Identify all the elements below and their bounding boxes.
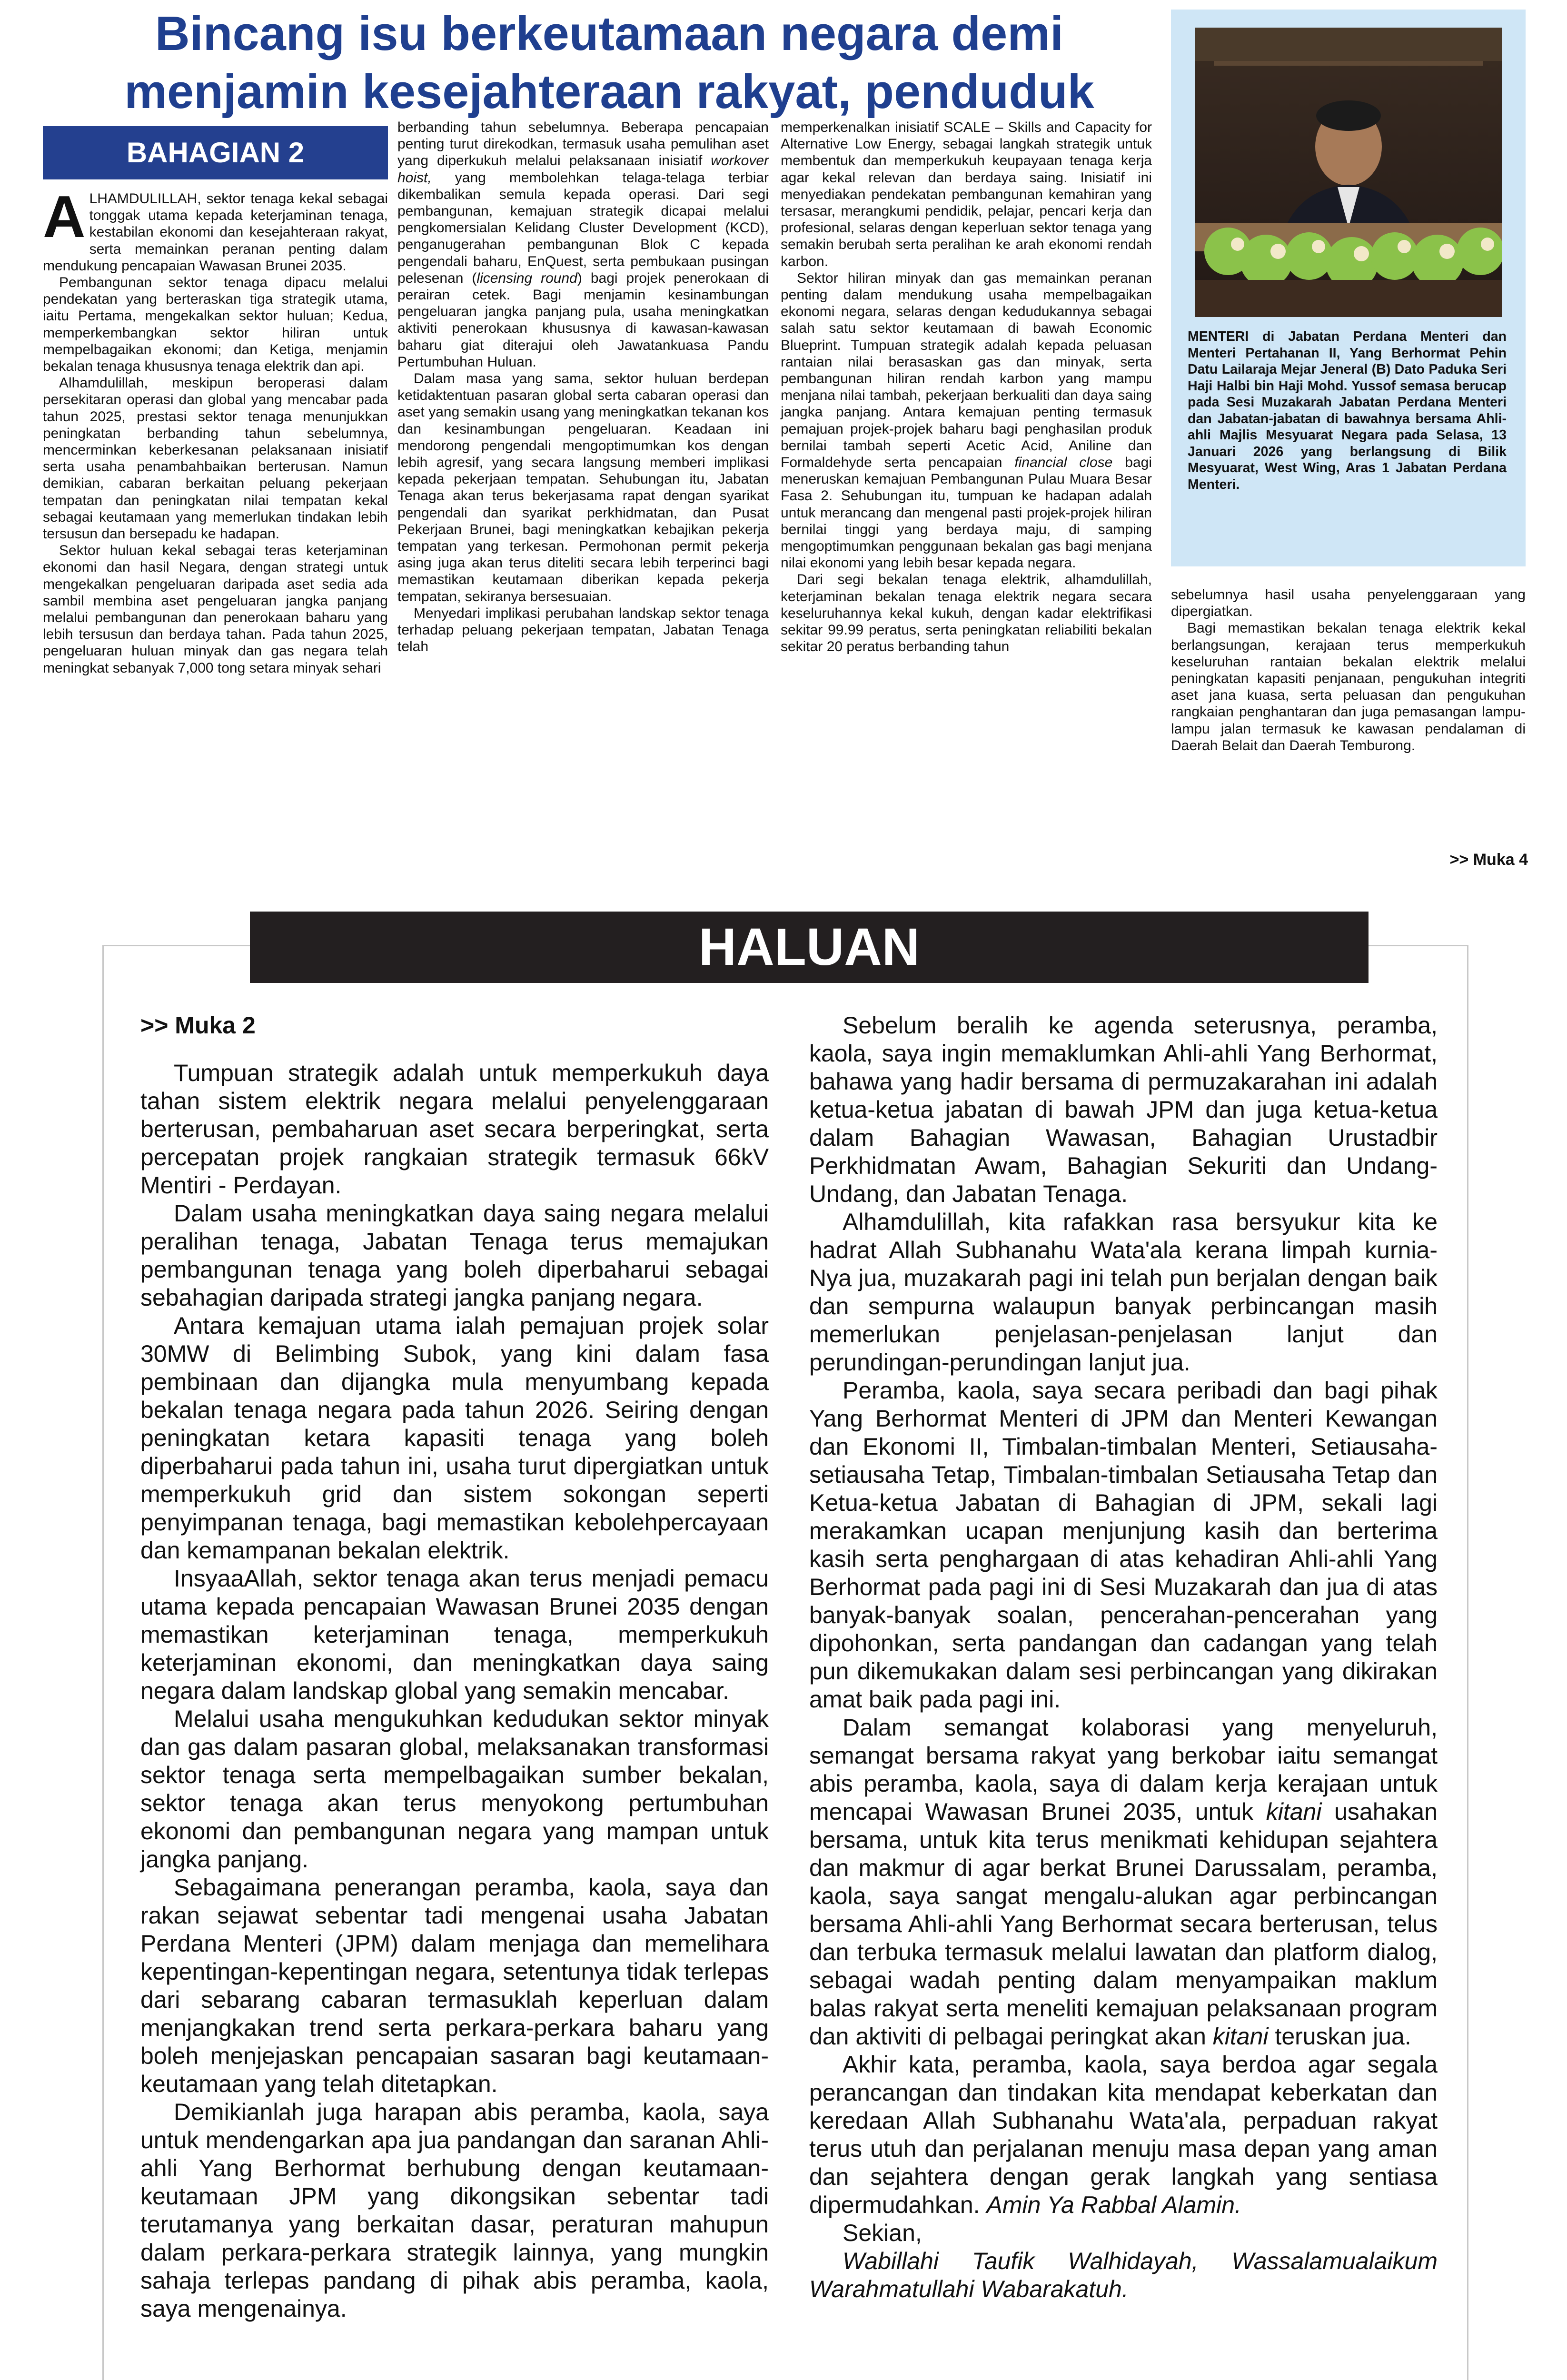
article-paragraph: Bagi memastikan bekalan tenaga elektrik kekal berlangsungan, kerajaan terus memperkukuh keseluruhan rantaian bekalan elektrik melalui peningkatan kapasiti penjanaan, pengukuhan integriti aset jana kuasa, serta peluasan dan pengukuhan rangkaian penghantaran dan juga pemasangan lampu-lampu jalan termasuk ke kawasan pendalaman di Daerah Belait dan Daerah Temburong. xyxy=(1171,620,1526,754)
haluan-paragraph: Tumpuan strategik adalah untuk memperkukuh daya tahan sistem elektrik negara melalui penyelenggaraan berterusan, pembaharuan aset secara berperingkat, serta percepatan projek rangkaian strategik termasuk 66kV Mentiri - Perdayan. xyxy=(140,1060,769,1199)
article-paragraph: Sektor huluan kekal sebagai teras keterjaminan ekonomi dan hasil Negara, dengan strategi untuk mengekalkan pengeluaran daripada aset sedia ada sambil membina aset pengeluaran jangka panjang melalui pembangunan dan penerokaan baharu yang lebih tersusun dan berdaya tahan. Pada tahun 2025, pengeluaran huluan minyak dan gas negara telah meningkat sebanyak 7,000 tong setara minyak sehari xyxy=(43,543,388,676)
article-paragraph: memperkenalkan inisiatif SCALE – Skills and Capacity for Alternative Low Energy, sebagai langkah strategik untuk membentuk dan memperkukuh keupayaan tenaga kerja agar kekal relevan dan berdaya saing. Inisiatif ini menyediakan pendekatan pembangunan kemahiran yang tersasar, merangkumi pendidik, pelajar, pencari kerja dan profesional, selaras dengan keperluan sektor tenaga yang semakin berubah serta peralihan ke arah ekonomi rendah karbon. xyxy=(781,119,1152,269)
minister-photo-illustration xyxy=(1195,28,1502,317)
article-paragraph: sebelumnya hasil usaha penyelenggaraan yang dipergiatkan. xyxy=(1171,587,1526,620)
haluan-title: HALUAN xyxy=(250,912,1369,983)
article-column-4 xyxy=(1171,586,1526,754)
haluan-paragraph: Peramba, kaola, saya secara peribadi dan bagi pihak Yang Berhormat Menteri di JPM dan Menteri Kewangan dan Ekonomi II, Timbalan-timbalan Menteri, Setiausaha-setiausaha Tetap, Timbalan-timbalan Setiausaha Tetap dan Ketua-ketua Jabatan di Bahagian di JPM, sekali lagi merakamkan ucapan menjunjung kasih dan berterima kasih serta penghargaan di atas kehadiran Ahli-ahli Yang Berhormat pada pagi ini di Sesi Muzakarah dan jua di atas banyak-banyak soalan, pencerahan-pencerahan yang dipohonkan, serta pandangan dan cadangan yang telah pun dikemukakan dalam sesi perbincangan yang dikirakan amat baik pada pagi ini. xyxy=(809,1377,1438,1713)
article-paragraph: Pembangunan sektor tenaga dipacu melalui pendekatan yang berteraskan tiga strategik utama, iaitu Pertama, mengekalkan sektor huluan; Kedua, memperkembangkan sektor hiliran untuk mempelbagaikan ekonomi; dan Ketiga, menjamin bekalan tenaga khususnya tenaga elektrik dan api. xyxy=(43,275,388,375)
haluan-column-2 xyxy=(809,1012,1438,2303)
dropcap: A xyxy=(43,184,86,250)
section-label: BAHAGIAN 2 xyxy=(43,126,388,179)
headline xyxy=(29,5,1190,121)
photo-caption: MENTERI di Jabatan Perdana Menteri dan Menteri Pertahanan II, Yang Berhormat Pehin Datu Lailaraja Mejar Jeneral (B) Dato Paduka Seri Haji Halbi bin Haji Mohd. Yussof semasa berucap pada Sesi Muzakarah Jabatan Perdana Menteri dan Jabatan-jabatan di bawahnya bersama Ahli-ahli Majlis Mesyuarat Negara pada Selasa, 13 Januari 2026 yang berlangsung di Bilik Mesyuarat, West Wing, Aras 1 Jabatan Perdana Menteri. xyxy=(1188,329,1507,492)
haluan-paragraph: Wabillahi Taufik Walhidayah, Wassalamualaikum Warahmatullahi Wabarakatuh. xyxy=(809,2248,1438,2302)
article-paragraph: Sektor hiliran minyak dan gas memainkan peranan penting dalam mendukung usaha mempelbagaikan ekonomi negara, selaras dengan kedudukannya sebagai salah satu sektor keutamaan di bawah Economic Blueprint. Tumpuan strategik adalah kepada peluasan rantaian nilai berasaskan gas dan minyak, serta pembangunan hiliran rendah karbon yang mampu menjana nilai tambah, pekerjaan berkualiti dan daya saing jangka panjang. Antara kemajuan penting termasuk pemajuan projek-projek baharu bagi penghasilan produk bernilai tambah seperti Acetic Acid, Aniline dan Formaldehyde serta pencapaian financial close bagi meneruskan kemajuan Pembangunan Pulau Muara Besar Fasa 2. Sehubungan itu, tumpuan ke hadapan adalah untuk merancang dan mengenal pasti projek-projek hiliran bernilai tinggi yang berdaya maju, di samping mengoptimumkan penggunaan bekalan gas bagi menjana nilai ekonomi yang lebih besar kepada negara. xyxy=(781,270,1152,571)
article-column-3 xyxy=(781,119,1152,655)
haluan-paragraph: Demikianlah juga harapan abis peramba, kaola, saya untuk mendengarkan apa jua pandangan dan saranan Ahli-ahli Yang Berhormat berhubung dengan keutamaan-keutamaan JPM yang dikongsikan sebentar tadi terutamanya yang berkaitan dasar, peraturan mahupun dalam perkara-perkara strategik lainnya, yang mungkin sahaja terlepas pandang di pihak abis peramba, kaola, saya mengenainya. xyxy=(140,2099,769,2322)
headline-line-2: menjamin kesejahteraan rakyat, penduduk xyxy=(124,65,1094,119)
haluan-paragraph: Sekian, xyxy=(843,2220,922,2246)
article-paragraph: Menyedari implikasi perubahan landskap sektor tenaga terhadap peluang pekerjaan tempatan, Jabatan Tenaga telah xyxy=(397,605,769,655)
article-column-2 xyxy=(397,119,769,655)
minister-photo xyxy=(1195,28,1502,317)
article-paragraph: ALHAMDULILLAH, sektor tenaga kekal sebagai tonggak utama kepada keterjaminan tenaga, kestabilan ekonomi dan kesejahteraan rakyat, serta memainkan peranan penting dalam mendukung pencapaian Wawasan Brunei 2035. xyxy=(43,184,388,274)
continue-page-link: >> Muka 4 xyxy=(1449,851,1528,869)
haluan-paragraph: Sebagaimana penerangan peramba, kaola, saya dan rakan sejawat sebentar tadi mengenai usaha Jabatan Perdana Menteri (JPM) dalam menjaga dan memelihara kepentingan-kepentingan negara, setentunya tidak terlepas dari sebarang cabaran termasuklah keperluan dalam menjangkakan trend serta perkara-perkara baharu yang boleh menjejaskan pencapaian sasaran bagi keutamaan-keutamaan yang telah ditetapkan. xyxy=(140,1874,769,2097)
haluan-paragraph: Dalam usaha meningkatkan daya saing negara melalui peralihan tenaga, Jabatan Tenaga terus memajukan pembangunan tenaga yang boleh diperbaharui sebagai sebahagian daripada strategi jangka panjang negara. xyxy=(140,1200,769,1311)
haluan-column-1 xyxy=(140,1059,769,2323)
haluan-paragraph: Melalui usaha mengukuhkan kedudukan sektor minyak dan gas dalam pasaran global, melaksanakan transformasi sektor tenaga serta mempelbagaikan sumber bekalan, sektor tenaga akan terus menyokong pertumbuhan ekonomi dan pembangunan negara yang mampan untuk jangka panjang. xyxy=(140,1706,769,1873)
article-paragraph: Dalam masa yang sama, sektor huluan berdepan ketidaktentuan pasaran global serta cabaran operasi dan aset yang semakin usang yang meningkatkan tekanan kos dan kesinambungan pengeluaran. Keadaan ini mendorong pengendali mengoptimumkan kos dengan lebih agresif, yang secara langsung memberi implikasi kepada pekerjaan tempatan. Sehubungan itu, Jabatan Tenaga akan terus bekerjasama rapat dengan syarikat pengendali dan syarikat perkhidmatan, dan Pusat Pekerjaan Brunei, bagi meningkatkan kebajikan pekerja tempatan yang terkesan. Permohonan permit pekerja asing juga akan terus diteliti secara lebih terperinci bagi memastikan keutamaan diberikan kepada pekerja tempatan, sekiranya bersesuaian. xyxy=(397,371,769,605)
article-column-1 xyxy=(43,184,388,676)
haluan-paragraph: Akhir kata, peramba, kaola, saya berdoa agar segala perancangan dan tindakan kita mendapat keberkatan dan keredaan Allah Subhanahu Wata'ala, perpaduan rakyat terus utuh dan perjalanan menuju masa depan yang aman dan sejahtera dengan gerak langkah yang sentiasa dipermudahkan. Amin Ya Rabbal Alamin. xyxy=(809,2051,1438,2218)
headline-line-1: Bincang isu berkeutamaan negara demi xyxy=(155,7,1064,60)
article-paragraph: berbanding tahun sebelumnya. Beberapa pencapaian penting turut direkodkan, termasuk usaha pemulihan aset yang diperkukuh melalui pelaksanaan inisiatif workover hoist, yang membolehkan telaga-telaga terbiar dikembalikan semula kepada operasi. Dari segi pembangunan, kemajuan strategik dicapai melalui pengkomersialan Kelidang Cluster Development (KCD), penganugerahan pembangunan Blok C kepada pengendali baharu, EnQuest, serta pembukaan pusingan pelesenan (licensing round) bagi projek penerokaan di perairan cetek. Bagi menjamin kesinambungan pengeluaran jangka panjang pula, usaha meningkatkan aktiviti penerokaan khususnya di kawasan-kawasan baharu giat diterajui oleh Jawatankuasa Pandu Pertumbuhan Huluan. xyxy=(397,119,769,370)
haluan-paragraph: Dalam semangat kolaborasi yang menyeluruh, semangat bersama rakyat yang berkobar iaitu semangat abis peramba, kaola, saya di dalam kerja kerajaan untuk mencapai Wawasan Brunei 2035, untuk kitani usahakan bersama, untuk kita terus menikmati kehidupan sejahtera dan makmur di agar berkat Brunei Darussalam, peramba, kaola, saya sangat mengalu-alukan agar perbincangan bersama Ahli-ahli Yang Berhormat secara berterusan, telus dan terbuka termasuk melalui lawatan dan platform dialog, sebagai wadah penting dalam menyampaikan maklum balas rakyat serta meneliti kemajuan pelaksanaan program dan aktiviti di pelbagai peringkat akan kitani teruskan jua. xyxy=(809,1714,1438,2050)
article-paragraph: Alhamdulillah, meskipun beroperasi dalam persekitaran operasi dan global yang mencabar pada tahun 2025, prestasi sektor tenaga menunjukkan peningkatan berbanding tahun sebelumnya, mencerminkan keberkesanan pelaksanaan inisiatif serta usaha penambahbaikan berterusan. Namun demikian, cabaran berkaitan peluang pekerjaan tempatan dan peningkatan nilai tempatan kekal sebagai keutamaan yang memerlukan tindakan lebih tersusun dan bersepadu ke hadapan. xyxy=(43,375,388,542)
haluan-paragraph: InsyaaAllah, sektor tenaga akan terus menjadi pemacu utama kepada pencapaian Wawasan Brunei 2035 dengan memastikan keterjaminan tenaga, memperkukuh keterjaminan ekonomi, dan meningkatkan daya saing negara dalam landskap global yang semakin mencabar. xyxy=(140,1565,769,1704)
article-paragraph: Dari segi bekalan tenaga elektrik, alhamdulillah, keterjaminan bekalan tenaga elektrik negara secara keseluruhannya kekal kukuh, dengan kadar elektrifikasi sekitar 99.99 peratus, serta peningkatan reliabiliti bekalan sekitar 20 peratus berbanding tahun xyxy=(781,572,1152,655)
haluan-paragraph: Alhamdulillah, kita rafakkan rasa bersyukur kita ke hadrat Allah Subhanahu Wata'ala kerana limpah kurnia-Nya jua, muzakarah pagi ini telah pun berjalan dengan baik dan sempurna walaupun banyak perbincangan masih memerlukan penjelasan-penjelasan lanjut dan perundingan-perundingan lanjut jua. xyxy=(809,1209,1438,1376)
haluan-paragraph: Sebelum beralih ke agenda seterusnya, peramba, kaola, saya ingin memaklumkan Ahli-ahli Yang Berhormat, bahawa yang hadir bersama di permuzakarahan ini adalah ketua-ketua jabatan di bawah JPM dan juga ketua-ketua dalam Bahagian Wawasan, Bahagian Urustadbir Perkhidmatan Awam, Bahagian Sekuriti dan Undang-Undang, dan Jabatan Tenaga. xyxy=(809,1012,1438,1207)
continued-from-label: >> Muka 2 xyxy=(140,1012,256,1039)
haluan-paragraph: Antara kemajuan utama ialah pemajuan projek solar 30MW di Belimbing Subok, yang kini dalam fasa pembinaan dan dijangka mula menyumbang kepada bekalan tenaga negara pada tahun 2026. Seiring dengan peningkatan ketara kapasiti tenaga yang boleh diperbaharui pada tahun ini, usaha turut dipergiatkan untuk memperkukuh grid dan sistem sokongan seperti penyimpanan tenaga, bagi memastikan kebolehpercayaan dan kemampanan bekalan elektrik. xyxy=(140,1312,769,1564)
